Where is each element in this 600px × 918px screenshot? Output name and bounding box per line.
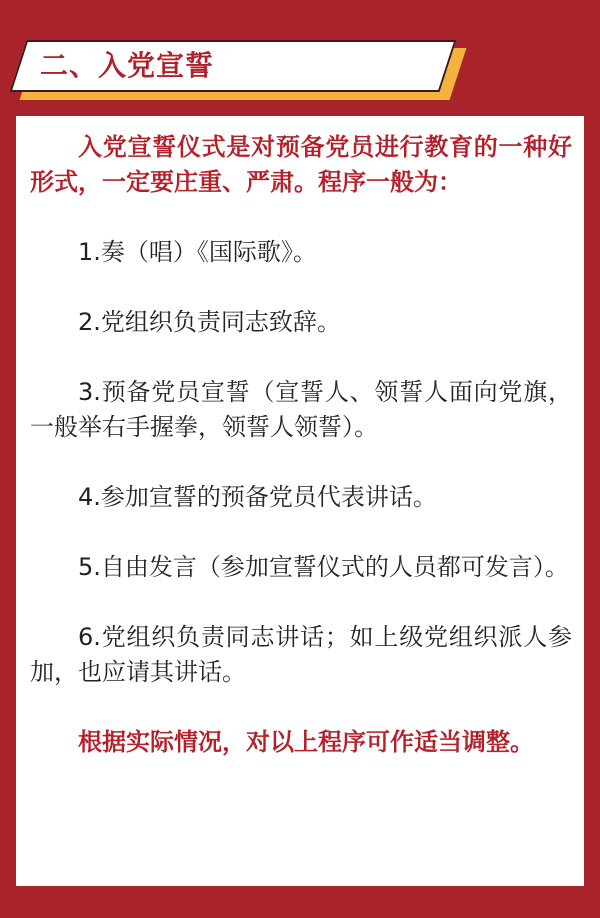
closing-paragraph: 根据实际情况，对以上程序可作适当调整。 bbox=[78, 728, 534, 756]
section-header bbox=[0, 0, 600, 110]
step-2: 2.党组织负责同志致辞。 bbox=[78, 308, 341, 336]
step-6: 6.党组织负责同志讲话；如上级党组织派人参加，也应请其讲话。 bbox=[30, 623, 572, 686]
step-4: 4.参加宣誓的预备党员代表讲话。 bbox=[78, 483, 437, 511]
intro-paragraph: 入党宣誓仪式是对预备党员进行教育的一种好形式，一定要庄重、严肃。程序一般为： bbox=[30, 133, 572, 196]
step-3: 3.预备党员宣誓（宣誓人、领誓人面向党旗，一般举右手握拳，领誓人领誓）。 bbox=[30, 378, 572, 441]
content-card bbox=[16, 116, 584, 886]
section-title: 二、入党宣誓 bbox=[40, 49, 215, 82]
step-1: 1.奏（唱）《国际歌》。 bbox=[78, 238, 317, 266]
content-body bbox=[30, 130, 572, 760]
step-5: 5.自由发言（参加宣誓仪式的人员都可发言）。 bbox=[78, 553, 569, 581]
